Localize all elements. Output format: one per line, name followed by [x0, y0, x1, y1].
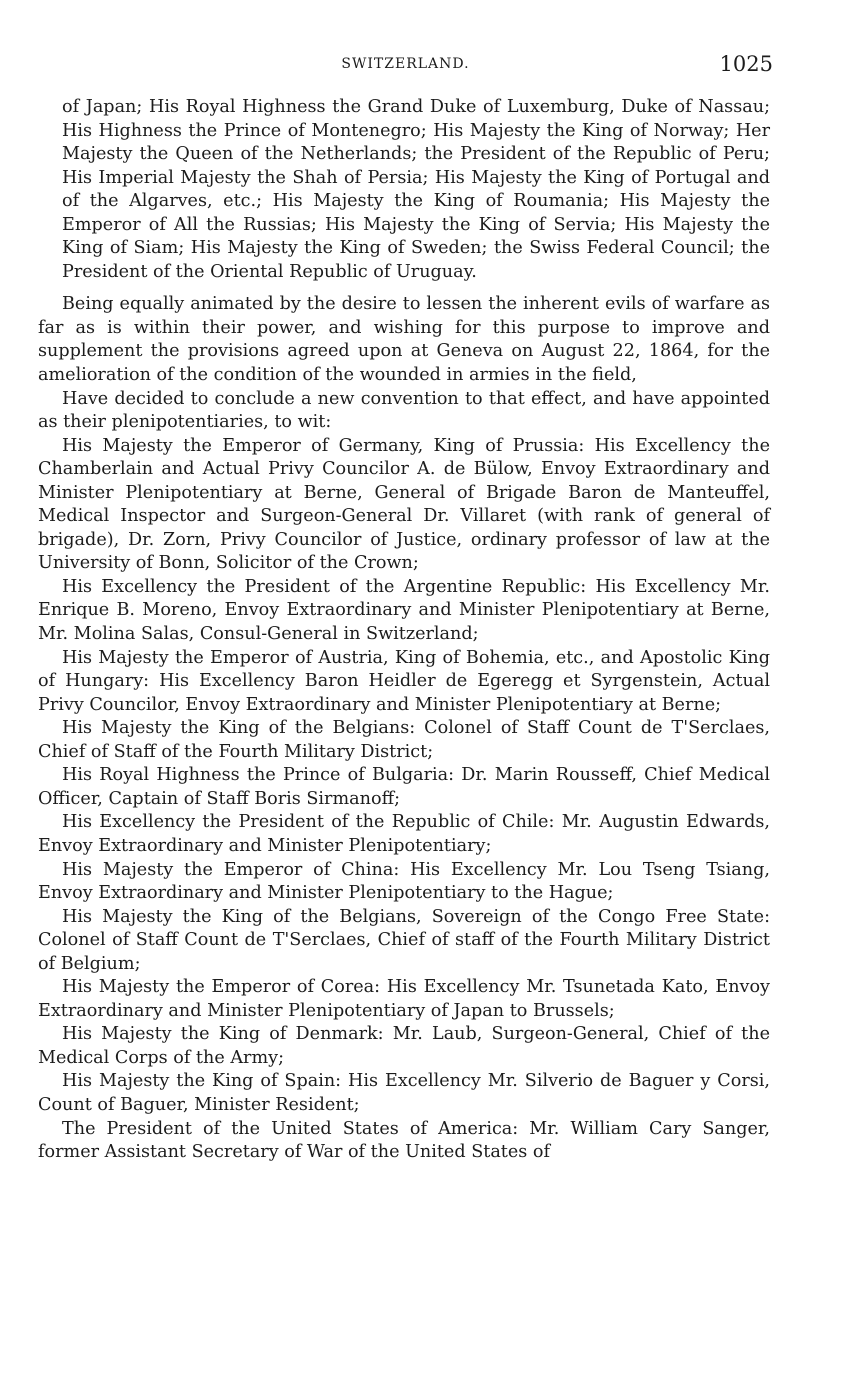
paragraph-preamble: Being equally animated by the desire to lessen the inherent evils of warfare as far as is within their power, and wishing for this purpose to improve and supplement the provisions agreed upon at Geneva on August 22, 1864, for the amelioration of the condition of the wounded in armies in the field, — [38, 294, 770, 386]
paragraph-plenipotentiary-corea: His Majesty the Emperor of Corea: His Excellency Mr. Tsunetada Kato, Envoy Extraordinary and Minister Plenipotentiary of Japan to Brussels; — [38, 977, 770, 1021]
running-header — [38, 52, 773, 82]
paragraph-plenipotentiary-denmark: His Majesty the King of Denmark: Mr. Laub, Surgeon-General, Chief of the Medical Corps of the Army; — [38, 1024, 770, 1068]
paragraph-plenipotentiary-germany: His Majesty the Emperor of Germany, King of Prussia: His Excellency the Chamberlain and Actual Privy Councilor A. de Bülow, Envoy Extraordinary and Minister Plenipotentiary at Berne, General of Brigade Baron de Manteuffel, Medical Inspector and Surgeon-General Dr. Villaret (with rank of general of brigade), Dr. Zorn, Privy Councilor of Justice, ordinary professor of law at the University of Bonn, Solicitor of the Crown; — [38, 435, 770, 574]
paragraph-decision: Have decided to conclude a new convention to that effect, and have appointed as their plenipotentiaries, to wit: — [38, 388, 770, 433]
paragraph-plenipotentiary-belgium: His Majesty the King of the Belgians: Colonel of Staff Count de T'Serclaes, Chief of Staff of the Fourth Military District; — [38, 718, 770, 762]
page-number: 1025 — [719, 52, 773, 76]
paragraph-contracting-parties-continued: of Japan; His Royal Highness the Grand Duke of Luxemburg, Duke of Nassau; His Highness the Prince of Montenegro; His Majesty the King of Norway; Her Majesty the Queen of the Netherlands; the President of the Republic of Peru; His Imperial Majesty the Shah of Persia; His Majesty the King of Portugal and of the Algarves, etc.; His Majesty the King of Roumania; His Majesty the Emperor of All the Russias; His Majesty the King of Servia; His Majesty the King of Siam; His Majesty the King of Sweden; the Swiss Federal Council; the President of the Oriental Republic of Uruguay. — [62, 97, 770, 282]
body-text — [38, 96, 770, 1165]
paragraph-plenipotentiary-congo: His Majesty the King of the Belgians, Sovereign of the Congo Free State: Colonel of Staff Count de T'Serclaes, Chief of staff of the Fourth Military District of Belgium; — [38, 906, 770, 974]
running-title: SWITZERLAND. — [341, 56, 470, 72]
paragraph-plenipotentiary-spain: His Majesty the King of Spain: His Excellency Mr. Silverio de Baguer y Corsi, Count of Baguer, Minister Resident; — [38, 1071, 770, 1115]
paragraph-plenipotentiary-united-states: The President of the United States of America: Mr. William Cary Sanger, former Assistant Secretary of War of the United States of — [38, 1118, 770, 1163]
paragraph-plenipotentiary-bulgaria: His Royal Highness the Prince of Bulgaria: Dr. Marin Rousseff, Chief Medical Officer, Captain of Staff Boris Sirmanoff; — [38, 765, 770, 809]
paragraph-plenipotentiary-argentina: His Excellency the President of the Argentine Republic: His Excellency Mr. Enrique B. Moreno, Envoy Extraordinary and Minister Plenipotentiary at Berne, Mr. Molina Salas, Consul-General in Switzerland; — [38, 576, 770, 645]
paragraph-plenipotentiary-austria-hungary: His Majesty the Emperor of Austria, King of Bohemia, etc., and Apostolic King of Hungary: His Excellency Baron Heidler de Egeregg et Syrgenstein, Actual Privy Councilor, Envoy Extraordinary and Minister Plenipotentiary at Berne; — [38, 647, 770, 715]
paragraph-plenipotentiary-chile: His Excellency the President of the Republic of Chile: Mr. Augustin Edwards, Envoy Extraordinary and Minister Plenipotentiary; — [38, 812, 770, 856]
paragraph-plenipotentiary-china: His Majesty the Emperor of China: His Excellency Mr. Lou Tseng Tsiang, Envoy Extraordinary and Minister Plenipotentiary to the Hague; — [38, 859, 770, 904]
